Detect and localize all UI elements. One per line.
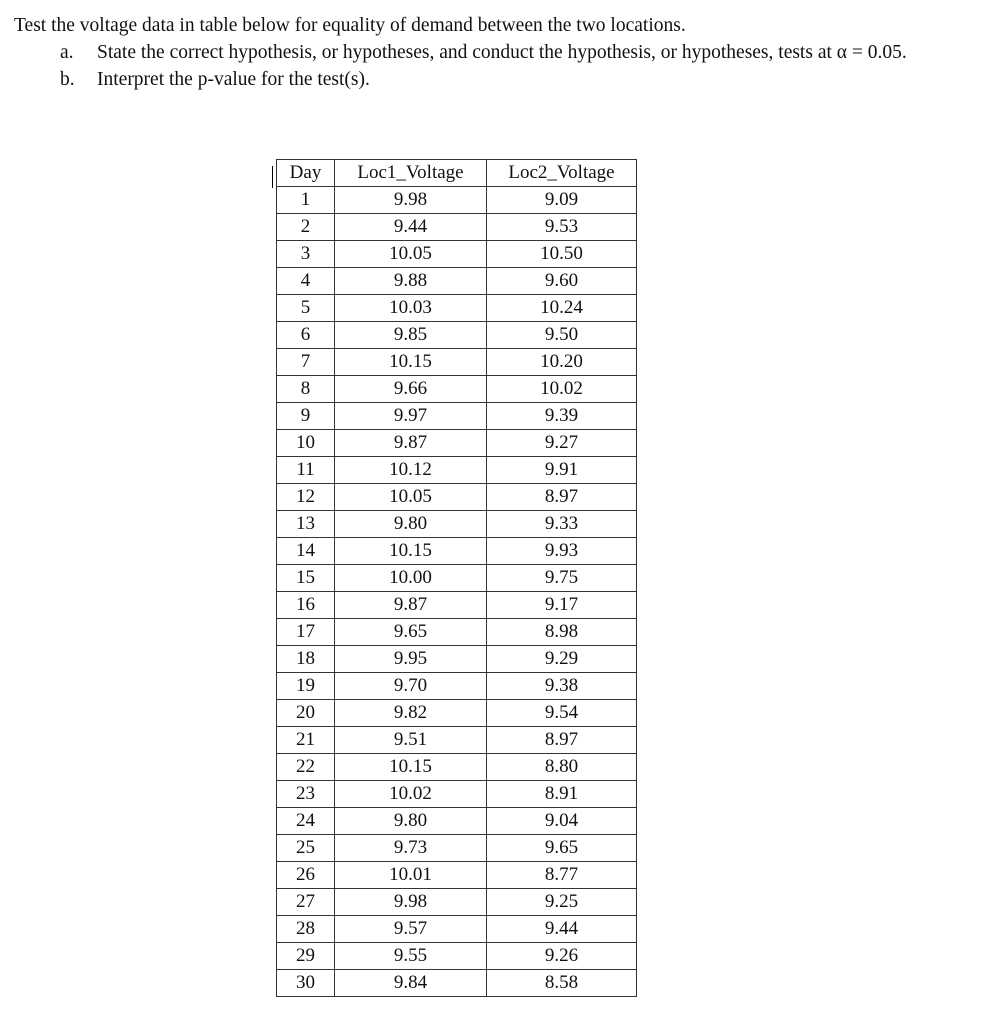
cell-loc1-voltage: 9.66 [335, 376, 487, 403]
voltage-table-container [276, 159, 637, 997]
cell-loc2-voltage: 9.93 [487, 538, 637, 565]
cell-loc1-voltage: 9.87 [335, 592, 487, 619]
table-row [277, 538, 637, 565]
cell-day: 27 [277, 889, 335, 916]
cell-loc1-voltage: 9.85 [335, 322, 487, 349]
cell-loc1-voltage: 9.70 [335, 673, 487, 700]
table-row [277, 700, 637, 727]
cell-day: 26 [277, 862, 335, 889]
cell-loc2-voltage: 9.75 [487, 565, 637, 592]
cell-day: 17 [277, 619, 335, 646]
cell-loc2-voltage: 8.77 [487, 862, 637, 889]
table-row [277, 889, 637, 916]
table-row [277, 781, 637, 808]
cell-day: 3 [277, 241, 335, 268]
cell-loc1-voltage: 9.98 [335, 187, 487, 214]
cell-loc2-voltage: 8.98 [487, 619, 637, 646]
cell-loc2-voltage: 9.27 [487, 430, 637, 457]
cell-loc2-voltage: 9.29 [487, 646, 637, 673]
table-row [277, 457, 637, 484]
cell-day: 30 [277, 970, 335, 997]
part-a-text: State the correct hypothesis, or hypotheses, and conduct the hypothesis, or hypotheses, tests at α = 0.05. [97, 42, 907, 63]
cell-loc1-voltage: 10.15 [335, 349, 487, 376]
cell-day: 5 [277, 295, 335, 322]
question-part-b [14, 66, 974, 93]
table-row [277, 727, 637, 754]
table-row [277, 349, 637, 376]
cell-day: 23 [277, 781, 335, 808]
cell-day: 15 [277, 565, 335, 592]
table-row [277, 511, 637, 538]
table-row [277, 214, 637, 241]
cell-loc2-voltage: 9.91 [487, 457, 637, 484]
cell-loc1-voltage: 10.02 [335, 781, 487, 808]
table-row [277, 241, 637, 268]
cell-loc2-voltage: 8.97 [487, 484, 637, 511]
question-block [14, 12, 974, 93]
part-a-label: a. [60, 42, 74, 63]
cell-day: 10 [277, 430, 335, 457]
cell-loc2-voltage: 9.33 [487, 511, 637, 538]
table-row [277, 835, 637, 862]
cell-loc2-voltage: 10.24 [487, 295, 637, 322]
table-body [277, 187, 637, 997]
table-row [277, 943, 637, 970]
text-cursor [272, 166, 273, 188]
cell-day: 8 [277, 376, 335, 403]
voltage-table [276, 159, 637, 997]
cell-loc1-voltage: 9.95 [335, 646, 487, 673]
table-row [277, 916, 637, 943]
table-row [277, 592, 637, 619]
table-row [277, 322, 637, 349]
table-row [277, 187, 637, 214]
question-part-a [14, 39, 974, 66]
cell-loc2-voltage: 9.60 [487, 268, 637, 295]
cell-day: 25 [277, 835, 335, 862]
cell-loc2-voltage: 9.44 [487, 916, 637, 943]
part-b-label: b. [60, 69, 75, 90]
cell-day: 9 [277, 403, 335, 430]
cell-loc1-voltage: 9.82 [335, 700, 487, 727]
cell-loc1-voltage: 10.12 [335, 457, 487, 484]
table-row [277, 619, 637, 646]
cell-loc2-voltage: 8.91 [487, 781, 637, 808]
table-row [277, 268, 637, 295]
cell-day: 13 [277, 511, 335, 538]
cell-loc1-voltage: 9.55 [335, 943, 487, 970]
cell-day: 1 [277, 187, 335, 214]
cell-loc2-voltage: 9.65 [487, 835, 637, 862]
cell-day: 7 [277, 349, 335, 376]
cell-loc2-voltage: 8.80 [487, 754, 637, 781]
question-intro: Test the voltage data in table below for equality of demand between the two locations. [14, 15, 686, 36]
cell-day: 21 [277, 727, 335, 754]
cell-day: 29 [277, 943, 335, 970]
cell-loc1-voltage: 9.80 [335, 808, 487, 835]
cell-day: 12 [277, 484, 335, 511]
table-row [277, 376, 637, 403]
cell-day: 18 [277, 646, 335, 673]
cell-loc2-voltage: 9.17 [487, 592, 637, 619]
cell-loc1-voltage: 10.05 [335, 484, 487, 511]
table-header-row [277, 160, 637, 187]
part-b-text: Interpret the p-value for the test(s). [97, 69, 370, 90]
cell-loc2-voltage: 9.25 [487, 889, 637, 916]
cell-loc1-voltage: 9.84 [335, 970, 487, 997]
cell-day: 28 [277, 916, 335, 943]
cell-loc1-voltage: 9.80 [335, 511, 487, 538]
cell-loc1-voltage: 9.73 [335, 835, 487, 862]
cell-loc2-voltage: 9.50 [487, 322, 637, 349]
table-row [277, 673, 637, 700]
cell-loc2-voltage: 10.20 [487, 349, 637, 376]
cell-day: 2 [277, 214, 335, 241]
cell-day: 24 [277, 808, 335, 835]
cell-loc2-voltage: 10.02 [487, 376, 637, 403]
cell-loc1-voltage: 10.00 [335, 565, 487, 592]
cell-day: 4 [277, 268, 335, 295]
cell-loc1-voltage: 9.88 [335, 268, 487, 295]
table-row [277, 295, 637, 322]
cell-loc1-voltage: 10.15 [335, 754, 487, 781]
cell-loc1-voltage: 9.51 [335, 727, 487, 754]
cell-loc1-voltage: 10.15 [335, 538, 487, 565]
cell-loc1-voltage: 9.44 [335, 214, 487, 241]
header-loc2-voltage: Loc2_Voltage [487, 160, 637, 187]
table-row [277, 646, 637, 673]
cell-loc1-voltage: 9.65 [335, 619, 487, 646]
cell-day: 11 [277, 457, 335, 484]
cell-day: 19 [277, 673, 335, 700]
cell-loc2-voltage: 9.09 [487, 187, 637, 214]
cell-loc1-voltage: 10.05 [335, 241, 487, 268]
table-row [277, 565, 637, 592]
table-row [277, 808, 637, 835]
cell-loc2-voltage: 9.38 [487, 673, 637, 700]
table-row [277, 484, 637, 511]
cell-loc2-voltage: 9.39 [487, 403, 637, 430]
cell-loc1-voltage: 10.03 [335, 295, 487, 322]
cell-loc1-voltage: 9.98 [335, 889, 487, 916]
cell-day: 16 [277, 592, 335, 619]
header-day: Day [277, 160, 335, 187]
header-loc1-voltage: Loc1_Voltage [335, 160, 487, 187]
cell-loc2-voltage: 9.53 [487, 214, 637, 241]
cell-loc1-voltage: 9.57 [335, 916, 487, 943]
table-row [277, 862, 637, 889]
cell-loc1-voltage: 10.01 [335, 862, 487, 889]
cell-day: 20 [277, 700, 335, 727]
cell-loc2-voltage: 9.04 [487, 808, 637, 835]
cell-loc2-voltage: 9.54 [487, 700, 637, 727]
table-row [277, 403, 637, 430]
table-row [277, 970, 637, 997]
cell-loc1-voltage: 9.97 [335, 403, 487, 430]
cell-day: 6 [277, 322, 335, 349]
cell-loc2-voltage: 9.26 [487, 943, 637, 970]
cell-day: 22 [277, 754, 335, 781]
table-row [277, 430, 637, 457]
cell-loc2-voltage: 8.97 [487, 727, 637, 754]
table-row [277, 754, 637, 781]
cell-loc1-voltage: 9.87 [335, 430, 487, 457]
cell-loc2-voltage: 10.50 [487, 241, 637, 268]
cell-loc2-voltage: 8.58 [487, 970, 637, 997]
cell-day: 14 [277, 538, 335, 565]
